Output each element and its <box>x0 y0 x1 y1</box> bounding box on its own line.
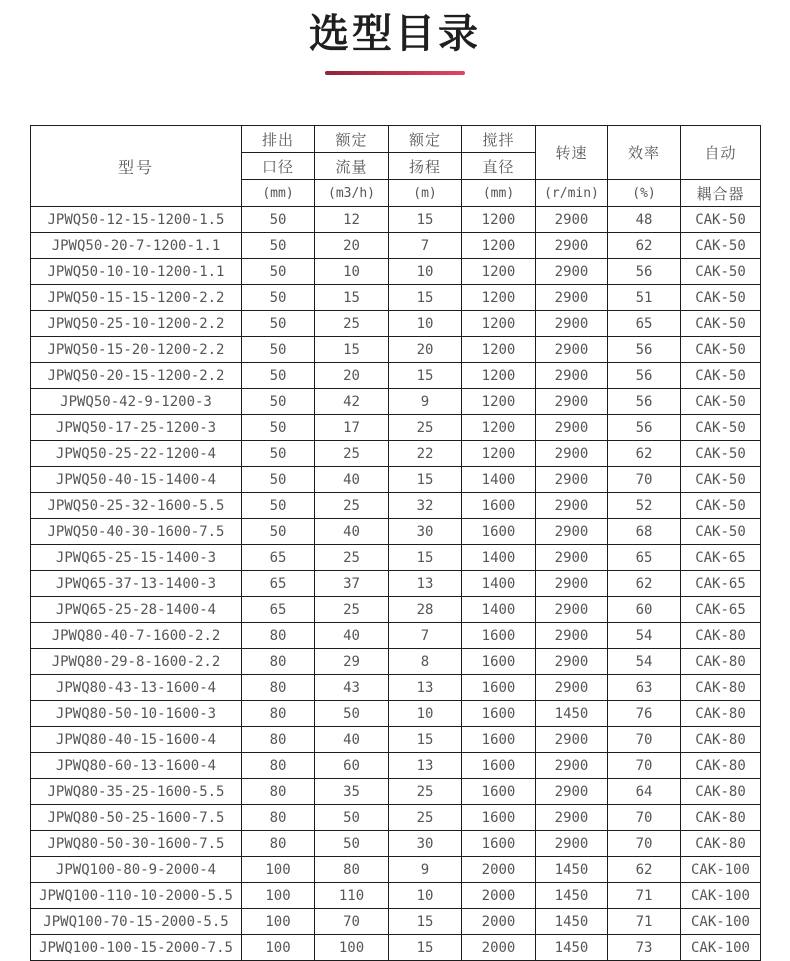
table-row <box>31 337 761 363</box>
header-mixing-unit: (mm) <box>462 180 536 207</box>
cell-model: JPWQ80-50-25-1600-7.5 <box>31 805 242 831</box>
cell-model: JPWQ80-60-13-1600-4 <box>31 753 242 779</box>
cell-efficiency-pct: 68 <box>608 519 681 545</box>
cell-rated-head-m: 7 <box>389 233 462 259</box>
cell-rated-head-m: 10 <box>389 259 462 285</box>
header-efficiency: 效率 <box>608 126 681 180</box>
cell-mixing-diameter-mm: 1600 <box>462 831 536 857</box>
cell-rated-flow-m3h: 25 <box>315 597 389 623</box>
cell-model: JPWQ50-20-15-1200-2.2 <box>31 363 242 389</box>
cell-rated-flow-m3h: 40 <box>315 467 389 493</box>
cell-model: JPWQ100-100-15-2000-7.5 <box>31 935 242 961</box>
cell-outlet-diameter-mm: 80 <box>242 831 315 857</box>
cell-auto-coupler: CAK-50 <box>681 259 761 285</box>
cell-efficiency-pct: 62 <box>608 857 681 883</box>
cell-mixing-diameter-mm: 2000 <box>462 883 536 909</box>
cell-rated-flow-m3h: 10 <box>315 259 389 285</box>
cell-rated-head-m: 15 <box>389 207 462 233</box>
cell-auto-coupler: CAK-50 <box>681 285 761 311</box>
cell-rated-flow-m3h: 17 <box>315 415 389 441</box>
table-row <box>31 935 761 961</box>
table-row <box>31 259 761 285</box>
table-row <box>31 207 761 233</box>
header-auto: 自动 <box>681 126 761 180</box>
cell-outlet-diameter-mm: 65 <box>242 571 315 597</box>
cell-outlet-diameter-mm: 50 <box>242 311 315 337</box>
cell-model: JPWQ100-70-15-2000-5.5 <box>31 909 242 935</box>
cell-outlet-diameter-mm: 65 <box>242 545 315 571</box>
cell-mixing-diameter-mm: 1200 <box>462 337 536 363</box>
cell-rated-head-m: 30 <box>389 831 462 857</box>
cell-efficiency-pct: 70 <box>608 753 681 779</box>
cell-outlet-diameter-mm: 80 <box>242 805 315 831</box>
cell-model: JPWQ50-12-15-1200-1.5 <box>31 207 242 233</box>
cell-efficiency-pct: 62 <box>608 233 681 259</box>
cell-rated-head-m: 9 <box>389 857 462 883</box>
cell-mixing-diameter-mm: 2000 <box>462 935 536 961</box>
cell-model: JPWQ50-25-10-1200-2.2 <box>31 311 242 337</box>
cell-rated-head-m: 15 <box>389 363 462 389</box>
cell-speed-rmin: 2900 <box>536 363 608 389</box>
cell-efficiency-pct: 73 <box>608 935 681 961</box>
cell-outlet-diameter-mm: 100 <box>242 909 315 935</box>
cell-rated-flow-m3h: 80 <box>315 857 389 883</box>
header-model: 型号 <box>31 126 242 207</box>
cell-mixing-diameter-mm: 1600 <box>462 701 536 727</box>
cell-model: JPWQ100-80-9-2000-4 <box>31 857 242 883</box>
cell-rated-head-m: 15 <box>389 467 462 493</box>
cell-rated-head-m: 22 <box>389 441 462 467</box>
header-speed: 转速 <box>536 126 608 180</box>
cell-auto-coupler: CAK-100 <box>681 883 761 909</box>
cell-mixing-diameter-mm: 1400 <box>462 545 536 571</box>
cell-model: JPWQ65-25-28-1400-4 <box>31 597 242 623</box>
cell-rated-flow-m3h: 20 <box>315 233 389 259</box>
table-row <box>31 753 761 779</box>
cell-auto-coupler: CAK-50 <box>681 493 761 519</box>
cell-outlet-diameter-mm: 50 <box>242 363 315 389</box>
cell-efficiency-pct: 51 <box>608 285 681 311</box>
cell-auto-coupler: CAK-50 <box>681 207 761 233</box>
table-row <box>31 441 761 467</box>
cell-outlet-diameter-mm: 50 <box>242 441 315 467</box>
cell-mixing-diameter-mm: 1200 <box>462 415 536 441</box>
cell-efficiency-pct: 63 <box>608 675 681 701</box>
table-row <box>31 389 761 415</box>
table-row <box>31 727 761 753</box>
cell-outlet-diameter-mm: 100 <box>242 883 315 909</box>
page-title: 选型目录 <box>309 12 481 56</box>
cell-speed-rmin: 2900 <box>536 805 608 831</box>
cell-rated-head-m: 8 <box>389 649 462 675</box>
cell-rated-head-m: 30 <box>389 519 462 545</box>
cell-auto-coupler: CAK-50 <box>681 311 761 337</box>
cell-speed-rmin: 2900 <box>536 675 608 701</box>
cell-mixing-diameter-mm: 1600 <box>462 727 536 753</box>
cell-mixing-diameter-mm: 1200 <box>462 207 536 233</box>
cell-speed-rmin: 2900 <box>536 623 608 649</box>
cell-rated-head-m: 9 <box>389 389 462 415</box>
cell-model: JPWQ80-40-15-1600-4 <box>31 727 242 753</box>
table-body <box>31 207 761 961</box>
cell-efficiency-pct: 52 <box>608 493 681 519</box>
cell-speed-rmin: 2900 <box>536 649 608 675</box>
header-head-unit: (m) <box>389 180 462 207</box>
cell-auto-coupler: CAK-80 <box>681 805 761 831</box>
cell-rated-head-m: 20 <box>389 337 462 363</box>
cell-auto-coupler: CAK-50 <box>681 233 761 259</box>
cell-speed-rmin: 1450 <box>536 857 608 883</box>
cell-outlet-diameter-mm: 50 <box>242 415 315 441</box>
table-row <box>31 493 761 519</box>
cell-auto-coupler: CAK-100 <box>681 935 761 961</box>
cell-mixing-diameter-mm: 1600 <box>462 779 536 805</box>
cell-efficiency-pct: 56 <box>608 363 681 389</box>
cell-speed-rmin: 1450 <box>536 909 608 935</box>
cell-speed-rmin: 1450 <box>536 935 608 961</box>
table-row <box>31 701 761 727</box>
cell-efficiency-pct: 48 <box>608 207 681 233</box>
cell-model: JPWQ50-17-25-1200-3 <box>31 415 242 441</box>
table-row <box>31 571 761 597</box>
cell-rated-flow-m3h: 50 <box>315 701 389 727</box>
cell-model: JPWQ50-25-32-1600-5.5 <box>31 493 242 519</box>
cell-auto-coupler: CAK-50 <box>681 441 761 467</box>
cell-rated-head-m: 10 <box>389 701 462 727</box>
cell-speed-rmin: 2900 <box>536 571 608 597</box>
table-row <box>31 623 761 649</box>
cell-speed-rmin: 2900 <box>536 779 608 805</box>
cell-auto-coupler: CAK-80 <box>681 623 761 649</box>
cell-mixing-diameter-mm: 1200 <box>462 259 536 285</box>
header-flow-line1: 额定 <box>315 126 389 153</box>
header-outlet-line2: 口径 <box>242 153 315 180</box>
cell-auto-coupler: CAK-50 <box>681 467 761 493</box>
cell-rated-head-m: 13 <box>389 753 462 779</box>
table-row <box>31 779 761 805</box>
cell-speed-rmin: 2900 <box>536 441 608 467</box>
cell-rated-head-m: 10 <box>389 883 462 909</box>
cell-efficiency-pct: 62 <box>608 571 681 597</box>
cell-rated-flow-m3h: 15 <box>315 337 389 363</box>
cell-efficiency-pct: 56 <box>608 389 681 415</box>
cell-model: JPWQ80-50-30-1600-7.5 <box>31 831 242 857</box>
cell-mixing-diameter-mm: 1200 <box>462 441 536 467</box>
cell-efficiency-pct: 56 <box>608 415 681 441</box>
cell-mixing-diameter-mm: 1600 <box>462 493 536 519</box>
table-row <box>31 909 761 935</box>
cell-mixing-diameter-mm: 2000 <box>462 909 536 935</box>
cell-model: JPWQ50-10-10-1200-1.1 <box>31 259 242 285</box>
header-head-line1: 额定 <box>389 126 462 153</box>
cell-rated-head-m: 15 <box>389 285 462 311</box>
cell-mixing-diameter-mm: 2000 <box>462 857 536 883</box>
cell-rated-flow-m3h: 100 <box>315 935 389 961</box>
cell-rated-head-m: 25 <box>389 779 462 805</box>
cell-rated-flow-m3h: 40 <box>315 623 389 649</box>
cell-mixing-diameter-mm: 1200 <box>462 363 536 389</box>
cell-auto-coupler: CAK-65 <box>681 571 761 597</box>
cell-rated-head-m: 15 <box>389 727 462 753</box>
cell-model: JPWQ50-25-22-1200-4 <box>31 441 242 467</box>
cell-model: JPWQ80-50-10-1600-3 <box>31 701 242 727</box>
header-outlet-unit: (mm) <box>242 180 315 207</box>
table-header <box>31 126 761 207</box>
table-row <box>31 883 761 909</box>
selection-catalog-table <box>30 125 761 961</box>
cell-rated-flow-m3h: 43 <box>315 675 389 701</box>
cell-rated-flow-m3h: 42 <box>315 389 389 415</box>
cell-auto-coupler: CAK-65 <box>681 545 761 571</box>
cell-rated-flow-m3h: 50 <box>315 831 389 857</box>
cell-outlet-diameter-mm: 80 <box>242 623 315 649</box>
cell-speed-rmin: 2900 <box>536 259 608 285</box>
cell-mixing-diameter-mm: 1600 <box>462 623 536 649</box>
cell-speed-rmin: 2900 <box>536 467 608 493</box>
cell-rated-flow-m3h: 25 <box>315 493 389 519</box>
cell-model: JPWQ80-43-13-1600-4 <box>31 675 242 701</box>
header-outlet-line1: 排出 <box>242 126 315 153</box>
cell-mixing-diameter-mm: 1400 <box>462 467 536 493</box>
cell-auto-coupler: CAK-100 <box>681 857 761 883</box>
cell-rated-flow-m3h: 37 <box>315 571 389 597</box>
cell-outlet-diameter-mm: 50 <box>242 233 315 259</box>
cell-outlet-diameter-mm: 80 <box>242 779 315 805</box>
cell-mixing-diameter-mm: 1400 <box>462 597 536 623</box>
cell-outlet-diameter-mm: 50 <box>242 467 315 493</box>
cell-auto-coupler: CAK-80 <box>681 701 761 727</box>
cell-outlet-diameter-mm: 50 <box>242 337 315 363</box>
cell-rated-head-m: 32 <box>389 493 462 519</box>
cell-outlet-diameter-mm: 80 <box>242 727 315 753</box>
cell-efficiency-pct: 54 <box>608 623 681 649</box>
cell-efficiency-pct: 70 <box>608 467 681 493</box>
cell-mixing-diameter-mm: 1400 <box>462 571 536 597</box>
cell-outlet-diameter-mm: 100 <box>242 857 315 883</box>
cell-speed-rmin: 2900 <box>536 415 608 441</box>
cell-mixing-diameter-mm: 1200 <box>462 285 536 311</box>
cell-rated-head-m: 25 <box>389 415 462 441</box>
cell-speed-rmin: 2900 <box>536 207 608 233</box>
header-flow-unit: (m3/h) <box>315 180 389 207</box>
cell-outlet-diameter-mm: 50 <box>242 285 315 311</box>
header-mixing-line1: 搅拌 <box>462 126 536 153</box>
cell-rated-flow-m3h: 40 <box>315 727 389 753</box>
cell-model: JPWQ50-40-30-1600-7.5 <box>31 519 242 545</box>
cell-rated-flow-m3h: 25 <box>315 545 389 571</box>
cell-mixing-diameter-mm: 1600 <box>462 519 536 545</box>
table-row <box>31 649 761 675</box>
cell-auto-coupler: CAK-80 <box>681 675 761 701</box>
cell-efficiency-pct: 65 <box>608 311 681 337</box>
cell-rated-head-m: 13 <box>389 571 462 597</box>
cell-rated-head-m: 7 <box>389 623 462 649</box>
table-row <box>31 233 761 259</box>
cell-efficiency-pct: 60 <box>608 597 681 623</box>
cell-rated-head-m: 15 <box>389 909 462 935</box>
cell-efficiency-pct: 56 <box>608 259 681 285</box>
table-row <box>31 311 761 337</box>
cell-mixing-diameter-mm: 1600 <box>462 675 536 701</box>
cell-model: JPWQ50-20-7-1200-1.1 <box>31 233 242 259</box>
table-row <box>31 857 761 883</box>
cell-rated-head-m: 15 <box>389 545 462 571</box>
cell-mixing-diameter-mm: 1600 <box>462 649 536 675</box>
cell-speed-rmin: 2900 <box>536 493 608 519</box>
cell-model: JPWQ50-15-20-1200-2.2 <box>31 337 242 363</box>
cell-rated-flow-m3h: 40 <box>315 519 389 545</box>
cell-rated-head-m: 10 <box>389 311 462 337</box>
cell-outlet-diameter-mm: 50 <box>242 519 315 545</box>
cell-model: JPWQ100-110-10-2000-5.5 <box>31 883 242 909</box>
cell-efficiency-pct: 65 <box>608 545 681 571</box>
cell-efficiency-pct: 62 <box>608 441 681 467</box>
cell-model: JPWQ80-40-7-1600-2.2 <box>31 623 242 649</box>
title-block <box>0 0 790 75</box>
cell-outlet-diameter-mm: 80 <box>242 675 315 701</box>
title-underline-accent <box>325 71 465 75</box>
cell-outlet-diameter-mm: 80 <box>242 701 315 727</box>
cell-mixing-diameter-mm: 1600 <box>462 753 536 779</box>
cell-auto-coupler: CAK-50 <box>681 415 761 441</box>
table-row <box>31 415 761 441</box>
cell-rated-head-m: 13 <box>389 675 462 701</box>
table-row <box>31 285 761 311</box>
cell-rated-flow-m3h: 35 <box>315 779 389 805</box>
header-mixing-line2: 直径 <box>462 153 536 180</box>
cell-model: JPWQ65-37-13-1400-3 <box>31 571 242 597</box>
cell-auto-coupler: CAK-100 <box>681 909 761 935</box>
table-row <box>31 363 761 389</box>
cell-efficiency-pct: 54 <box>608 649 681 675</box>
cell-efficiency-pct: 70 <box>608 727 681 753</box>
cell-efficiency-pct: 76 <box>608 701 681 727</box>
cell-mixing-diameter-mm: 1200 <box>462 389 536 415</box>
cell-auto-coupler: CAK-50 <box>681 389 761 415</box>
cell-rated-head-m: 15 <box>389 935 462 961</box>
cell-efficiency-pct: 56 <box>608 337 681 363</box>
cell-efficiency-pct: 64 <box>608 779 681 805</box>
cell-outlet-diameter-mm: 65 <box>242 597 315 623</box>
cell-outlet-diameter-mm: 50 <box>242 259 315 285</box>
cell-speed-rmin: 2900 <box>536 389 608 415</box>
table-row <box>31 467 761 493</box>
header-flow-line2: 流量 <box>315 153 389 180</box>
cell-outlet-diameter-mm: 80 <box>242 649 315 675</box>
cell-rated-flow-m3h: 60 <box>315 753 389 779</box>
cell-speed-rmin: 1450 <box>536 883 608 909</box>
cell-speed-rmin: 2900 <box>536 233 608 259</box>
cell-rated-flow-m3h: 110 <box>315 883 389 909</box>
cell-speed-rmin: 2900 <box>536 285 608 311</box>
cell-model: JPWQ80-29-8-1600-2.2 <box>31 649 242 675</box>
cell-outlet-diameter-mm: 100 <box>242 935 315 961</box>
cell-speed-rmin: 2900 <box>536 519 608 545</box>
table-row <box>31 597 761 623</box>
cell-speed-rmin: 2900 <box>536 727 608 753</box>
cell-speed-rmin: 2900 <box>536 311 608 337</box>
cell-rated-head-m: 25 <box>389 805 462 831</box>
cell-auto-coupler: CAK-50 <box>681 337 761 363</box>
cell-rated-flow-m3h: 70 <box>315 909 389 935</box>
cell-outlet-diameter-mm: 80 <box>242 753 315 779</box>
header-head-line2: 扬程 <box>389 153 462 180</box>
cell-speed-rmin: 1450 <box>536 701 608 727</box>
cell-efficiency-pct: 70 <box>608 805 681 831</box>
cell-efficiency-pct: 71 <box>608 909 681 935</box>
cell-auto-coupler: CAK-80 <box>681 727 761 753</box>
cell-auto-coupler: CAK-50 <box>681 363 761 389</box>
cell-auto-coupler: CAK-80 <box>681 649 761 675</box>
cell-rated-flow-m3h: 12 <box>315 207 389 233</box>
cell-rated-flow-m3h: 50 <box>315 805 389 831</box>
cell-mixing-diameter-mm: 1600 <box>462 805 536 831</box>
header-coupler-unit: 耦合器 <box>681 180 761 207</box>
cell-auto-coupler: CAK-80 <box>681 753 761 779</box>
cell-speed-rmin: 2900 <box>536 753 608 779</box>
cell-rated-flow-m3h: 25 <box>315 441 389 467</box>
cell-model: JPWQ65-25-15-1400-3 <box>31 545 242 571</box>
cell-outlet-diameter-mm: 50 <box>242 207 315 233</box>
table-row <box>31 545 761 571</box>
cell-mixing-diameter-mm: 1200 <box>462 311 536 337</box>
cell-model: JPWQ50-42-9-1200-3 <box>31 389 242 415</box>
cell-rated-flow-m3h: 25 <box>315 311 389 337</box>
cell-model: JPWQ80-35-25-1600-5.5 <box>31 779 242 805</box>
cell-auto-coupler: CAK-80 <box>681 831 761 857</box>
cell-outlet-diameter-mm: 50 <box>242 493 315 519</box>
table-row <box>31 831 761 857</box>
header-speed-unit: (r/min) <box>536 180 608 207</box>
cell-auto-coupler: CAK-65 <box>681 597 761 623</box>
cell-speed-rmin: 2900 <box>536 545 608 571</box>
table-row <box>31 519 761 545</box>
cell-mixing-diameter-mm: 1200 <box>462 233 536 259</box>
cell-auto-coupler: CAK-80 <box>681 779 761 805</box>
cell-model: JPWQ50-15-15-1200-2.2 <box>31 285 242 311</box>
cell-auto-coupler: CAK-50 <box>681 519 761 545</box>
cell-outlet-diameter-mm: 50 <box>242 389 315 415</box>
table-row <box>31 805 761 831</box>
cell-rated-flow-m3h: 29 <box>315 649 389 675</box>
cell-speed-rmin: 2900 <box>536 337 608 363</box>
cell-speed-rmin: 2900 <box>536 597 608 623</box>
cell-rated-flow-m3h: 15 <box>315 285 389 311</box>
cell-efficiency-pct: 71 <box>608 883 681 909</box>
cell-rated-head-m: 28 <box>389 597 462 623</box>
cell-speed-rmin: 2900 <box>536 831 608 857</box>
cell-model: JPWQ50-40-15-1400-4 <box>31 467 242 493</box>
cell-efficiency-pct: 70 <box>608 831 681 857</box>
cell-rated-flow-m3h: 20 <box>315 363 389 389</box>
table-row <box>31 675 761 701</box>
header-efficiency-unit: (%) <box>608 180 681 207</box>
